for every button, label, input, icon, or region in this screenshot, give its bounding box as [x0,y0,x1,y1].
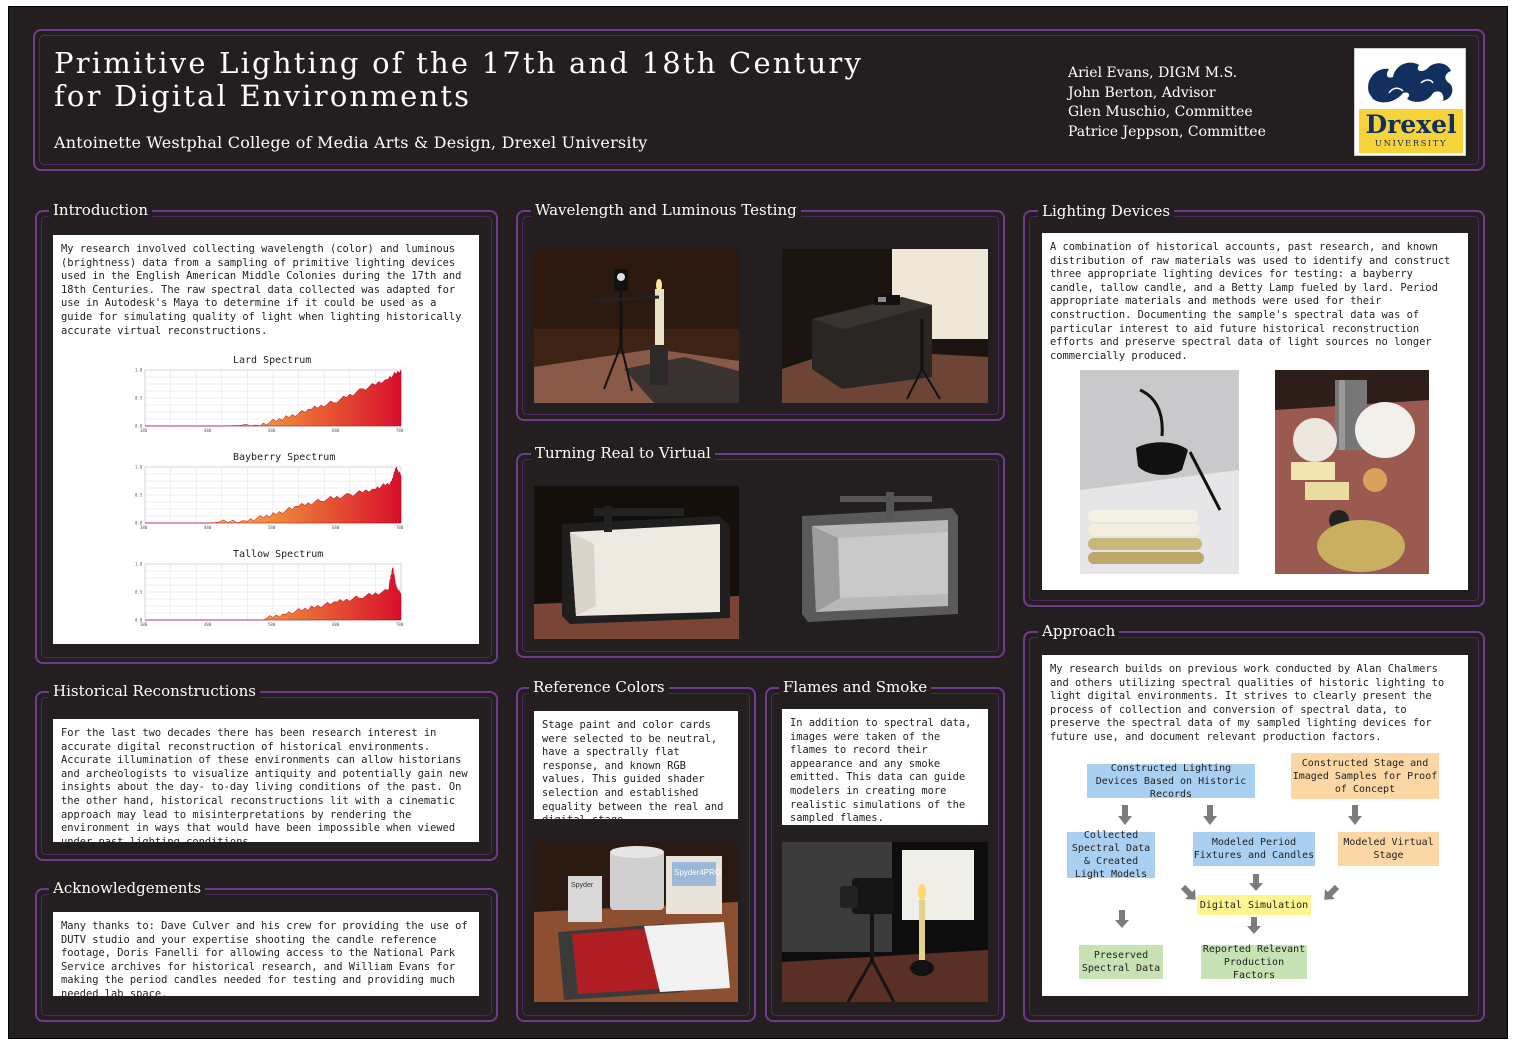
turning-title: Turning Real to Virtual [531,444,715,462]
x-tick-label: 480 [204,525,212,530]
x-tick-label: 780 [396,428,404,433]
flow-collected-spectral: Collected Spectral Data & Created Light Models [1067,832,1155,878]
x-tick-label: 480 [204,622,212,627]
flames-title: Flames and Smoke [779,678,931,696]
arrow-diag-left [1178,882,1201,905]
flow-constructed-devices: Constructed Lighting Devices Based on Historic Records [1087,764,1255,798]
historical-box [53,719,479,848]
real-stage-photo [534,486,739,639]
x-tick-label: 380 [140,525,148,530]
author-list [1068,64,1266,142]
spectrum-charts [61,350,471,640]
dragon-icon [1359,53,1463,111]
y-tick-label: 1.0 [135,561,143,567]
x-tick-label: 480 [204,428,212,433]
color-cards-photo [534,842,738,1002]
approach-text: My research builds on previous work conducted by Alan Chalmers and others utilizing spectral qualities of historic lighting to light digital environments. It strives to clearly present the process of collection and conversion of spectral data, to preserve the spectral data of my sampled lighting devices for future use, and document relevant production factors. [1050,663,1445,743]
chart-title-2: Tallow Spectrum [233,549,324,560]
wavelength-title: Wavelength and Luminous Testing [531,201,801,219]
y-tick-label: 0.0 [135,423,143,429]
introduction-text: My research involved collecting wavelength (color) and luminous (brightness) data from a sampling of primitive lighting devices used in the English American Middle Colonies during the 17th and 18th Centuries. The raw spectral data collected was adapted for use in Autodesk's Maya to determine if it could be used as a guide for simulating quality of light when lighting historically accurate virtual reconstructions. [61,243,462,337]
x-tick-label: 380 [140,622,148,627]
arrow-down-4 [1249,874,1263,891]
logo-wordmark: Drexel [1365,110,1457,139]
arrow-down-5 [1115,910,1129,928]
title-line-1: Primitive Lighting of the 17th and 18th Century [54,46,864,80]
poster [8,6,1508,1039]
arrow-down-2 [1348,805,1362,825]
title-line-2: for Digital Environments [54,79,472,113]
arrow-down-1 [1203,805,1217,825]
chart-title-0: Lard Spectrum [233,355,312,366]
author-4: Patrice Jeppson, Committee [1068,123,1266,140]
arrow-diag-right [1319,882,1342,905]
y-tick-label: 0.5 [135,395,143,401]
y-tick-label: 0.0 [135,520,143,526]
author-1: Ariel Evans, DIGM M.S. [1068,65,1238,81]
acknowledgements-text: Many thanks to: Dave Culver and his crew for providing the use of DUTV studio and your expertise shooting the candle reference footage, Doris Fanelli for allowing access to the National Park Service archives for historical research, and William Evans for making the period candles needed for testing and providing much needed lab space. [61,920,468,1000]
devices-text: A combination of historical accounts, past research, and known distribution of raw materials was used to identify and construct three appropriate lighting devices for testing: a bayberry candle, tallow candle, and a Betty Lamp fueled by lard. Period appropriate materials and methods were used for their construction. Documenting the sample's spectral data was of particular interest to aid future historical reconstruction efforts and preserve spectral data of light sources no longer commercially produced. [1050,241,1451,362]
drexel-logo [1354,48,1466,156]
candle-materials-photo [1275,370,1429,574]
x-tick-label: 680 [332,622,340,627]
arrow-down-6 [1247,917,1261,934]
flame-camera-photo [782,842,988,1002]
introduction-title: Introduction [49,201,152,219]
y-tick-label: 1.0 [135,367,143,373]
approach-title: Approach [1038,622,1119,640]
x-tick-label: 580 [268,525,276,530]
introduction-box [53,235,479,644]
betty-lamp-photo [1080,370,1239,574]
x-tick-label: 780 [396,525,404,530]
spectrometer-photo [782,249,988,403]
flow-digital-simulation: Digital Simulation [1197,895,1311,915]
x-tick-label: 780 [396,622,404,627]
acknowledgements-title: Acknowledgements [49,879,205,897]
x-tick-label: 580 [268,622,276,627]
flow-modeled-stage: Modeled Virtual Stage [1338,832,1439,866]
flames-text: In addition to spectral data, images were taken of the flames to record their appearance and any smoke emitted. This data can guide modelers in creating more realistic simulations of the sampled flames. [790,717,972,825]
x-tick-label: 380 [140,428,148,433]
author-3: Glen Muschio, Committee [1068,104,1253,120]
author-2: John Berton, Advisor [1068,84,1216,101]
flow-preserved-data: Preserved Spectral Data [1079,945,1163,979]
reference-text: Stage paint and color cards were selected to be neutral, have a spectrally flat response, and known RGB values. This guided shader selection and established equality between the real and digital stage. [542,719,724,827]
virtual-stage-render [782,486,988,639]
historical-text: For the last two decades there has been research interest in accurate digital reconstruction of historical environments. Accurate illumination of these environments can allow historians and archeologists to visualize antiquity and potentially gain new insights about the day- to-day living conditions of the past. On the other hand, historical reconstructions lit with a cinematic approach may lead to misinterpretations by rendering the environment in ways that would have been impossible when viewed under past lighting conditions. [61,727,468,848]
acknowledgements-box [53,912,479,1000]
historical-title: Historical Reconstructions [49,682,260,700]
logo-gold-band [1359,109,1463,153]
x-tick-label: 580 [268,428,276,433]
devices-title: Lighting Devices [1038,202,1174,220]
arrow-down-3 [1118,805,1132,825]
y-tick-label: 0.0 [135,617,143,623]
reference-box [534,711,738,827]
x-tick-label: 680 [332,428,340,433]
flow-reported-factors: Reported Relevant Production Factors [1202,943,1306,981]
flow-constructed-stage: Constructed Stage and Imaged Samples for Proof of Concept [1291,753,1439,799]
flow-modeled-fixtures: Modeled Period Fixtures and Candles [1193,832,1315,866]
spyder-label: Spyder [571,882,594,889]
x-tick-label: 680 [332,525,340,530]
reference-title: Reference Colors [529,678,669,696]
flames-box [782,709,988,825]
flow-arrows [1049,777,1469,1007]
poster-title [54,47,984,113]
y-tick-label: 1.0 [135,464,143,470]
logo-subtext: UNIVERSITY [1374,139,1448,149]
poster-subtitle: Antoinette Westphal College of Media Arts & Design, Drexel University [54,133,648,152]
y-tick-label: 0.5 [135,492,143,498]
y-tick-label: 0.5 [135,589,143,595]
spyder4pro-label: Spyder4PRO [674,868,722,877]
chart-title-1: Bayberry Spectrum [233,452,336,463]
candle-test-photo [534,249,739,403]
